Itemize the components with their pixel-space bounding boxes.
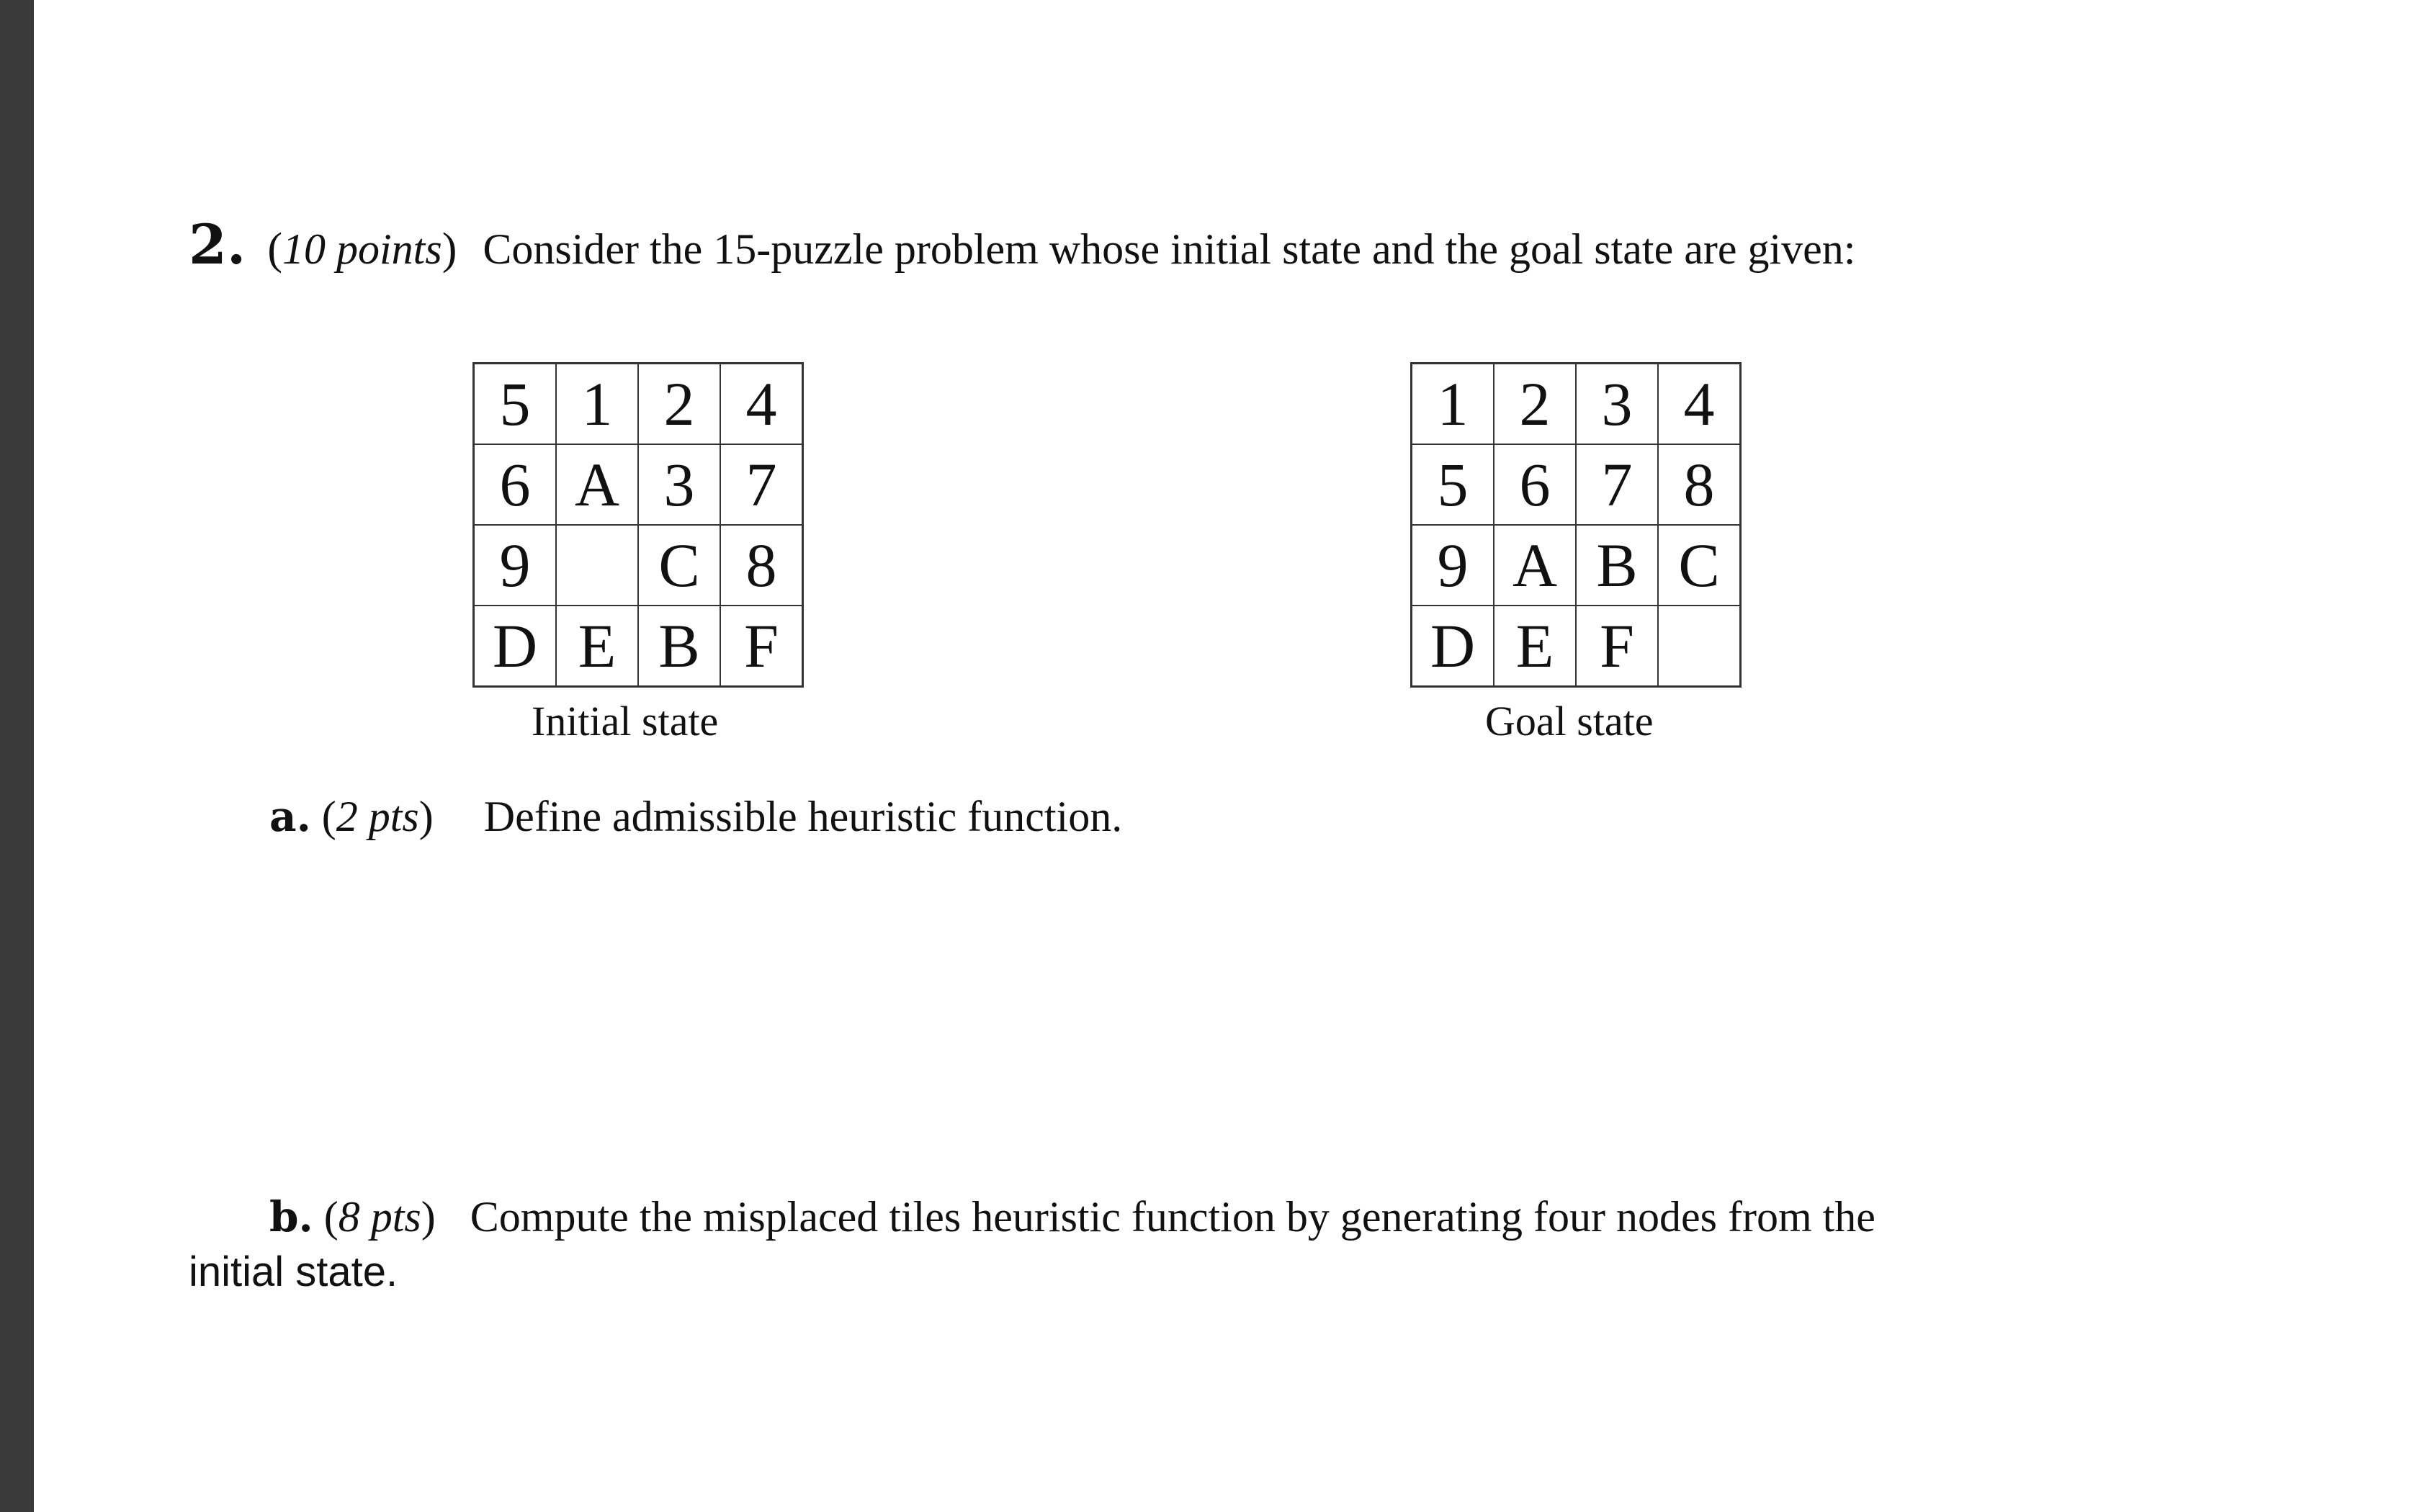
tile: 3 (1576, 364, 1658, 445)
tile: 2 (1494, 364, 1576, 445)
initial-state-grid (472, 362, 804, 688)
tile: A (556, 444, 638, 525)
goal-state-grid (1410, 362, 1742, 688)
part-a (269, 792, 1122, 842)
question-number: 2. (189, 212, 246, 276)
tile: C (1658, 525, 1741, 606)
initial-state-caption: Initial state (532, 698, 719, 744)
tile: E (1494, 606, 1576, 687)
part-b (269, 1192, 1876, 1242)
tile: 1 (556, 364, 638, 445)
tile: B (638, 606, 720, 687)
goal-state-caption: Goal state (1485, 698, 1654, 744)
tile: 6 (1494, 444, 1576, 525)
tile: 8 (720, 525, 803, 606)
tile: 4 (1658, 364, 1741, 445)
grid-row (1412, 444, 1741, 525)
question-header (189, 212, 1855, 276)
part-a-points-value: 2 pts (336, 793, 419, 840)
tile: 7 (720, 444, 803, 525)
tile: 5 (1412, 444, 1494, 525)
tile: A (1494, 525, 1576, 606)
part-b-text: Compute the misplaced tiles heuristic function by generating four nodes from the (470, 1193, 1876, 1241)
tile: 6 (474, 444, 557, 525)
tile: D (1412, 606, 1494, 687)
question-points: 10 points (282, 225, 442, 273)
part-a-label: a. (269, 792, 311, 841)
grid-row (474, 525, 803, 606)
grid-row (474, 606, 803, 687)
left-edge-bar (0, 0, 34, 1512)
blank-tile (556, 525, 638, 606)
tile: 9 (1412, 525, 1494, 606)
tile: 3 (638, 444, 720, 525)
tile: 4 (720, 364, 803, 445)
grid-row (1412, 364, 1741, 445)
part-b-points-value: 8 pts (338, 1193, 421, 1241)
tile: F (1576, 606, 1658, 687)
points-open-paren: ( (267, 225, 282, 274)
tile: E (556, 606, 638, 687)
blank-tile (1658, 606, 1741, 687)
tile: F (720, 606, 803, 687)
grid-row (1412, 606, 1741, 687)
question-text: Consider the 15-puzzle problem whose initial state and the goal state are given: (483, 225, 1856, 273)
tile: C (638, 525, 720, 606)
points-close-paren: ) (442, 225, 457, 274)
tile: 7 (1576, 444, 1658, 525)
tile: 5 (474, 364, 557, 445)
part-b-points: (8 pts) (323, 1193, 436, 1241)
grid-row (474, 444, 803, 525)
tile: 8 (1658, 444, 1741, 525)
part-a-text: Define admissible heuristic function. (483, 793, 1123, 840)
grid-row (474, 364, 803, 445)
tile: 9 (474, 525, 557, 606)
tile: D (474, 606, 557, 687)
part-b-text-continuation: initial state. (189, 1248, 398, 1295)
part-a-points: (2 pts) (321, 793, 434, 840)
tile: B (1576, 525, 1658, 606)
part-b-label: b. (269, 1192, 313, 1241)
tile: 1 (1412, 364, 1494, 445)
tile: 2 (638, 364, 720, 445)
grid-row (1412, 525, 1741, 606)
